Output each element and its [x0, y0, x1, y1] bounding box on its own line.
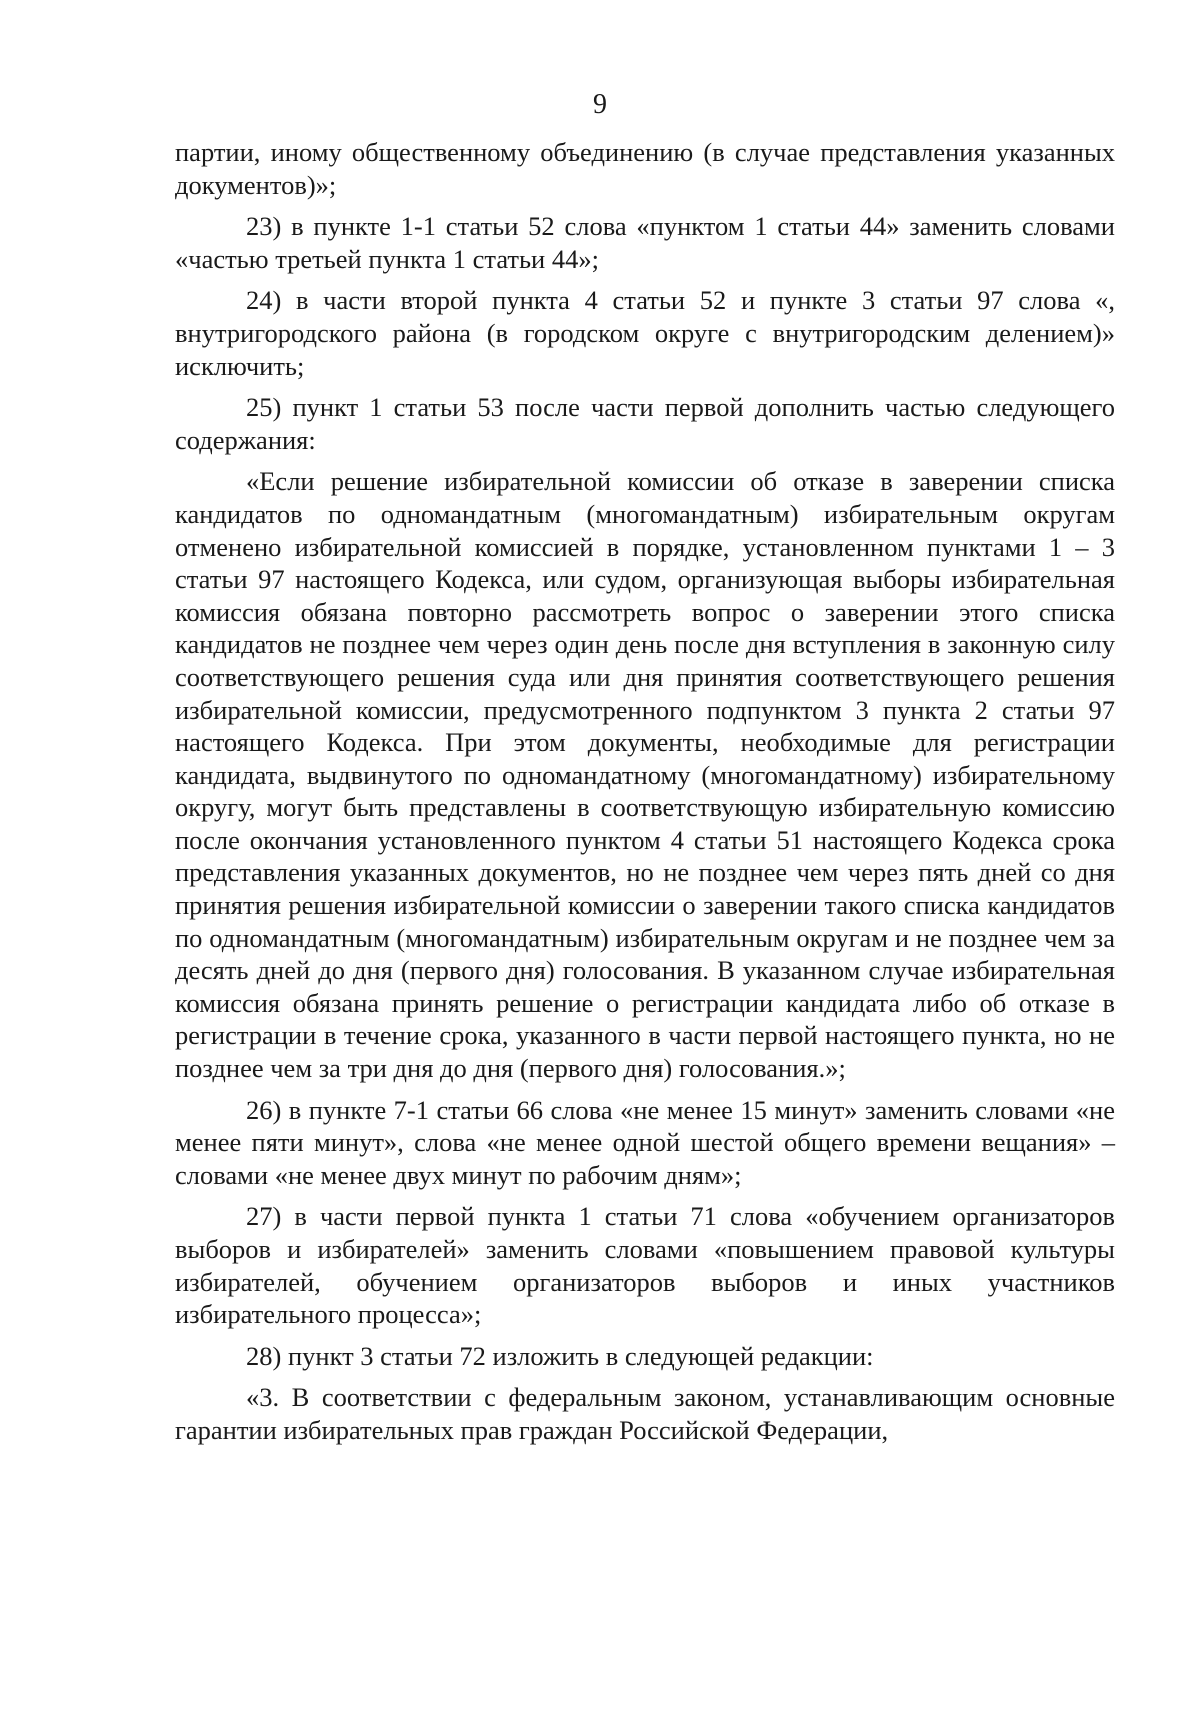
page-number: 9 — [593, 89, 607, 120]
paragraph-item-24: 24) в части второй пункта 4 статьи 52 и пункте 3 статьи 97 слова «, внутригородского района (в городском округе с внутригородским делением)» исключить; — [175, 285, 1115, 381]
document-body — [175, 136, 1115, 1456]
paragraph-item-23: 23) в пункте 1-1 статьи 52 слова «пунктом 1 статьи 44» заменить словами «частью третьей пункта 1 статьи 44»; — [175, 211, 1115, 274]
paragraph-item-25: 25) пункт 1 статьи 53 после части первой дополнить частью следующего содержания: — [175, 392, 1115, 455]
paragraph-item-27: 27) в части первой пункта 1 статьи 71 слова «обучением организаторов выборов и избирателей» заменить словами «повышением правовой культуры избирателей, обучением организаторов выборов и иных участников избирательного процесса»; — [175, 1201, 1115, 1330]
paragraph-item-28: 28) пункт 3 статьи 72 изложить в следующей редакции: — [246, 1340, 874, 1371]
paragraph-item-26: 26) в пункте 7-1 статьи 66 слова «не менее 15 минут» заменить словами «не менее пяти минут», слова «не менее одной шестой общего времени вещания» – словами «не менее двух минут по рабочим дням»; — [175, 1094, 1115, 1190]
paragraph-quoted-new-wording: «3. В соответствии с федеральным законом, устанавливающим основные гарантии избирательных прав граждан Российской Федерации, — [175, 1382, 1115, 1445]
paragraph-continuation: партии, иному общественному объединению (в случае представления указанных документов)»; — [175, 137, 1115, 200]
paragraph-quoted-addition: «Если решение избирательной комиссии об отказе в заверении списка кандидатов по одномандатным (многомандатным) избирательным округам отменено избирательной комиссией в порядке, установленном пунктами 1 – 3 статьи 97 настоящего Кодекса, или судом, организующая выборы избирательная комиссия обязана повторно рассмотреть вопрос о заверении этого списка кандидатов не позднее чем через один день после дня вступления в законную силу соответствующего решения суда или дня принятия соответствующего решения избирательной комиссии, предусмотренного подпунктом 3 пункта 2 статьи 97 настоящего Кодекса. При этом документы, необходимые для регистрации кандидата, выдвинутого по одномандатному (многомандатному) избирательному округу, могут быть представлены в соответствующую избирательную комиссию после окончания установленного пунктом 4 статьи 51 настоящего Кодекса срока представления указанных документов, но не позднее чем через пять дней со дня принятия решения избирательной комиссии о заверении такого списка кандидатов по одномандатным (многомандатным) избирательным округам и не позднее чем за десять дней до дня (первого дня) голосования. В указанном случае избирательная комиссия обязана принять решение о регистрации кандидата либо об отказе в регистрации в течение срока, указанного в части первой настоящего пункта, но не позднее чем за три дня до дня (первого дня) голосования.»; — [175, 466, 1115, 1084]
